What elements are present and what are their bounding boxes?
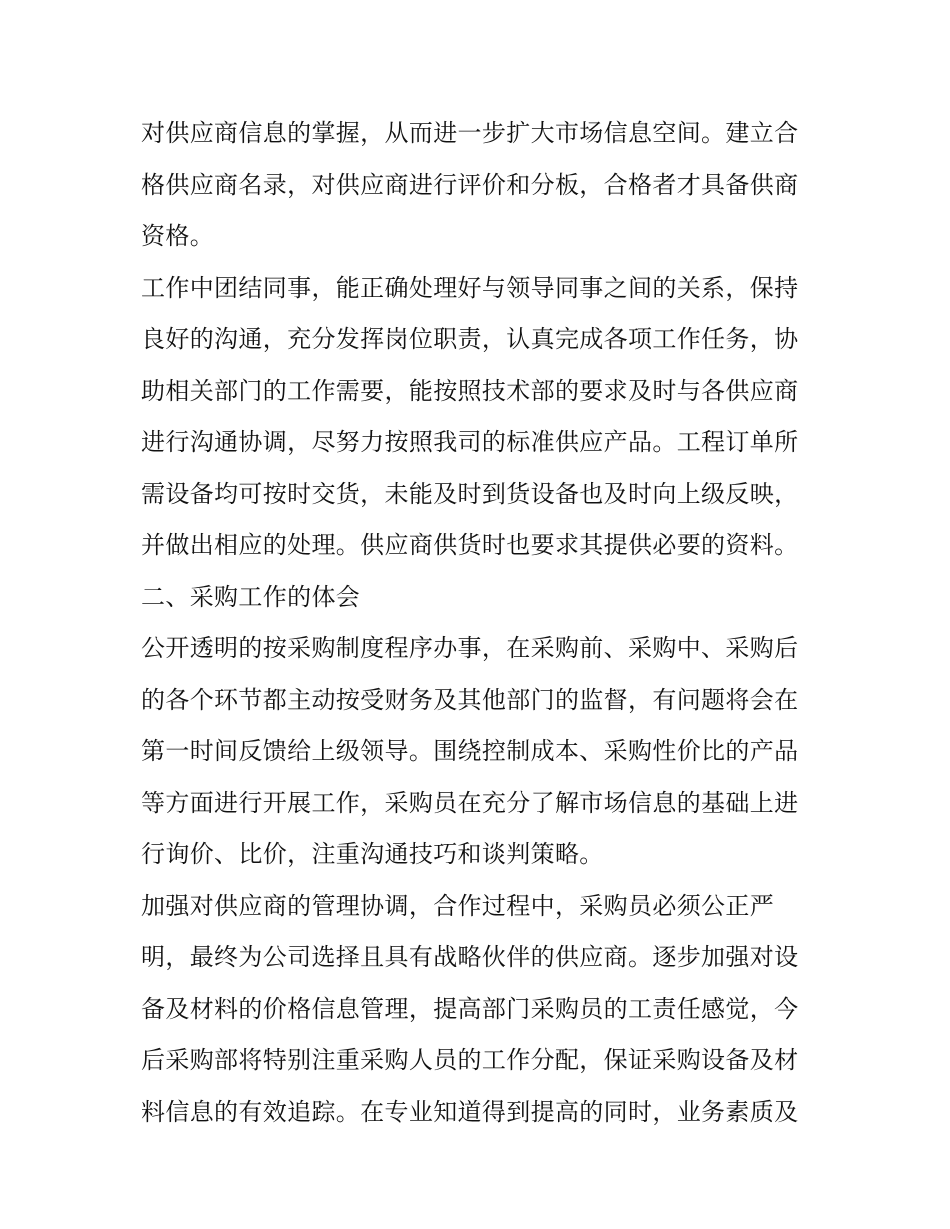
- text-line: 资格。: [141, 222, 215, 250]
- text-line: 等方面进行开展工作，采购员在充分了解市场信息的基础上进: [141, 788, 799, 817]
- text-line: 行询价、比价，注重沟通技巧和谈判策略。: [141, 840, 604, 868]
- text-line: 良好的沟通，充分发挥岗位职责，认真完成各项工作任务，协: [141, 325, 799, 353]
- text-line: 后采购部将特别注重采购人员的工作分配，保证采购设备及材: [141, 1046, 799, 1074]
- text-line: 并做出相应的处理。供应商供货时也要求其提供必要的资料。: [141, 531, 799, 559]
- text-line: 公开透明的按采购制度程序办事，在采购前、采购中、采购后: [141, 634, 799, 662]
- text-line: 格供应商名录，对供应商进行评价和分板，合格者才具备供商: [141, 170, 799, 199]
- text-line: 的各个环节都主动按受财务及其他部门的监督，有问题将会在: [141, 685, 799, 714]
- text-line: 对供应商信息的掌握，从而进一步扩大市场信息空间。建立合: [141, 119, 799, 147]
- text-line: 备及材料的价格信息管理，提高部门采购员的工责任感觉，今: [141, 994, 799, 1023]
- section-heading: 二、采购工作的体会: [141, 582, 361, 611]
- text-line: 工作中团结同事，能正确处理好与领导同事之间的关系，保持: [141, 273, 799, 302]
- body-text: [141, 108, 816, 1138]
- text-line: 料信息的有效追踪。在专业知道得到提高的同时，业务素质及: [141, 1097, 799, 1126]
- text-line: 助相关部门的工作需要，能按照技术部的要求及时与各供应商: [141, 376, 799, 405]
- text-line: 需设备均可按时交货，未能及时到货设备也及时向上级反映，: [141, 479, 799, 508]
- text-line: 明，最终为公司选择且具有战略伙伴的供应商。逐步加强对设: [141, 943, 799, 971]
- text-line: 第一时间反馈给上级领导。围绕控制成本、采购性价比的产品: [141, 737, 799, 765]
- text-line: 进行沟通协调，尽努力按照我司的标准供应产品。工程订单所: [141, 428, 799, 456]
- text-line: 加强对供应商的管理协调，合作过程中，采购员必须公正严: [141, 891, 775, 920]
